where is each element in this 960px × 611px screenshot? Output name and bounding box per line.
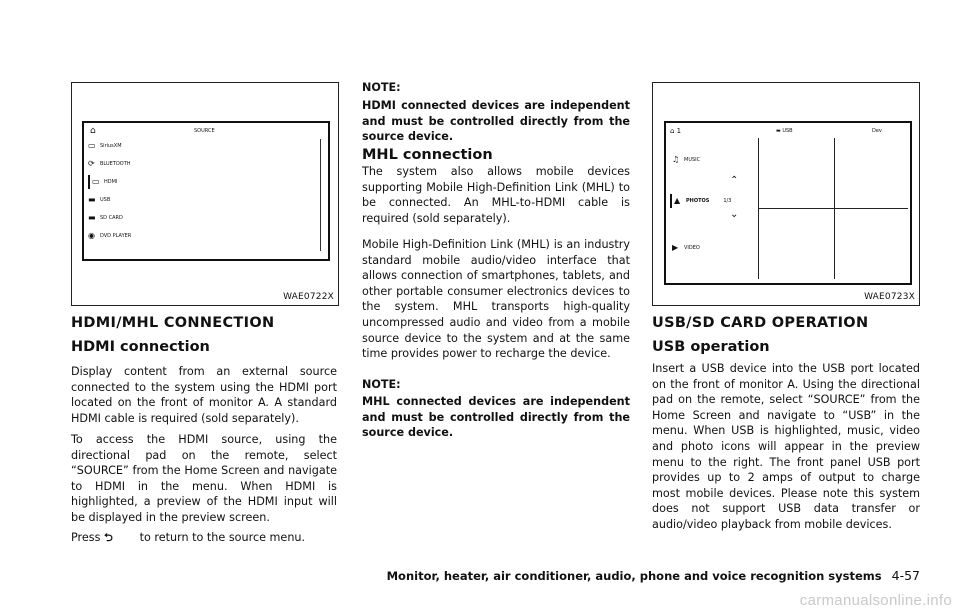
subheading-usb: USB operation bbox=[652, 339, 770, 355]
hdmi-paragraph-2: To access the HDMI source, using the directional pad on the remote, select “SOURCE” from the Home Screen and navigate to HDMI in the menu. When HDMI is highlighted, a preview of the HDMI input will be displayed in the preview screen. bbox=[71, 433, 337, 524]
screen-title: SOURCE bbox=[194, 128, 215, 134]
disc-icon: ◉ bbox=[88, 231, 95, 240]
menu-item-usb: ▬ USB bbox=[88, 195, 111, 204]
menu-item-sdcard: ▬ SD CARD bbox=[88, 213, 123, 222]
mhl-paragraph-2: Mobile High-Definition Link (MHL) is an industry standard mobile audio/video interface that allows connection of smartphones, tablets, and other portable consumer electronics devices to the system. MHL transports high-quality uncompressed audio and video from a mobile source device to the system and at the same time provides power to recharge the device. bbox=[362, 238, 630, 361]
figure-code: WAE0723X bbox=[864, 292, 915, 302]
subheading-mhl: MHL connection bbox=[362, 147, 493, 163]
bluetooth-icon: ⟳ bbox=[88, 159, 95, 168]
music-note-icon: ♫ bbox=[672, 155, 680, 164]
figure-source-menu bbox=[71, 82, 339, 306]
grid-horizontal-1 bbox=[758, 208, 908, 209]
hdmi-icon: ▭ bbox=[92, 177, 100, 186]
menu-item-bluetooth: ⟳ BLUETOOTH bbox=[88, 159, 131, 168]
home-icon: ⌂ bbox=[90, 126, 96, 136]
screen-top-left: ⌂ 1 bbox=[670, 127, 682, 135]
usb-icon: ▬ bbox=[88, 195, 96, 204]
sdcard-icon: ▬ bbox=[88, 213, 96, 222]
chevron-up-icon: ⌃ bbox=[730, 175, 739, 186]
footer-section-title: Monitor, heater, air conditioner, audio, phone and voice recognition systems bbox=[386, 569, 882, 583]
chevron-down-icon: ⌄ bbox=[730, 209, 739, 220]
subheading-hdmi: HDMI connection bbox=[71, 339, 210, 355]
page-number: 4-57 bbox=[891, 568, 920, 583]
section-heading-hdmi-mhl: HDMI/MHL CONNECTION bbox=[71, 315, 275, 331]
usb-paragraph-1: Insert a USB device into the USB port located on the front of monitor A. Using the directional pad on the remote, select “SOURCE” from the Home Screen and navigate to “USB” in the menu. When USB is highlighted, music, video and photo icons will appear in the preview menu to the right. The front panel USB port provides up to 2 amps of output to charge most mobile devices. Please note this system does not support USB data transfer or audio/video playback from mobile devices. bbox=[652, 362, 920, 531]
watermark: carmanualsonline.info bbox=[799, 592, 952, 609]
menu-item-siriusxm: ▭ SiriusXM bbox=[88, 141, 122, 150]
screen-top-right: Dev bbox=[872, 128, 882, 134]
figure-code: WAE0722X bbox=[283, 292, 334, 302]
hdmi-paragraph-1: Display content from an external source connected to the system using the HDMI port located on the front of monitor A. A standard HDMI cable is required (sold separately). bbox=[71, 365, 337, 425]
figure-usb-menu bbox=[652, 82, 920, 306]
note1-text: HDMI connected devices are independent and must be controlled directly from the source device. bbox=[362, 99, 630, 144]
hdmi-paragraph-3: Press ⮌ to return to the source menu. bbox=[71, 531, 306, 544]
usb-tab-label: ▬ USB bbox=[776, 128, 793, 134]
note2-text: MHL connected devices are independent and must be controlled directly from the source device. bbox=[362, 395, 630, 440]
photo-icon: ▲ bbox=[674, 196, 681, 205]
menu-item-video: ▶ VIDEO bbox=[672, 243, 700, 252]
menu-item-hdmi: ▭ HDMI bbox=[88, 175, 117, 189]
menu-item-photos: ▲ PHOTOS 1/3 bbox=[670, 194, 731, 208]
note2-label: NOTE: bbox=[362, 378, 401, 391]
radio-icon: ▭ bbox=[88, 141, 96, 150]
mhl-paragraph-1: The system also allows mobile devices supporting Mobile High-Definition Link (MHL) to be connected. An MHL-to-HDMI cable is required (sold separately). bbox=[362, 165, 630, 225]
source-menu-screen bbox=[82, 121, 330, 261]
page-footer bbox=[387, 568, 920, 583]
section-heading-usb-sd: USB/SD CARD OPERATION bbox=[652, 315, 869, 331]
note1-label: NOTE: bbox=[362, 81, 401, 94]
usb-menu-screen bbox=[664, 121, 912, 285]
video-icon: ▶ bbox=[672, 243, 679, 252]
menu-item-music: ♫ MUSIC bbox=[672, 155, 701, 164]
back-arrow-icon: ⮌ bbox=[104, 531, 113, 544]
menu-item-dvd: ◉ DVD PLAYER bbox=[88, 231, 132, 240]
